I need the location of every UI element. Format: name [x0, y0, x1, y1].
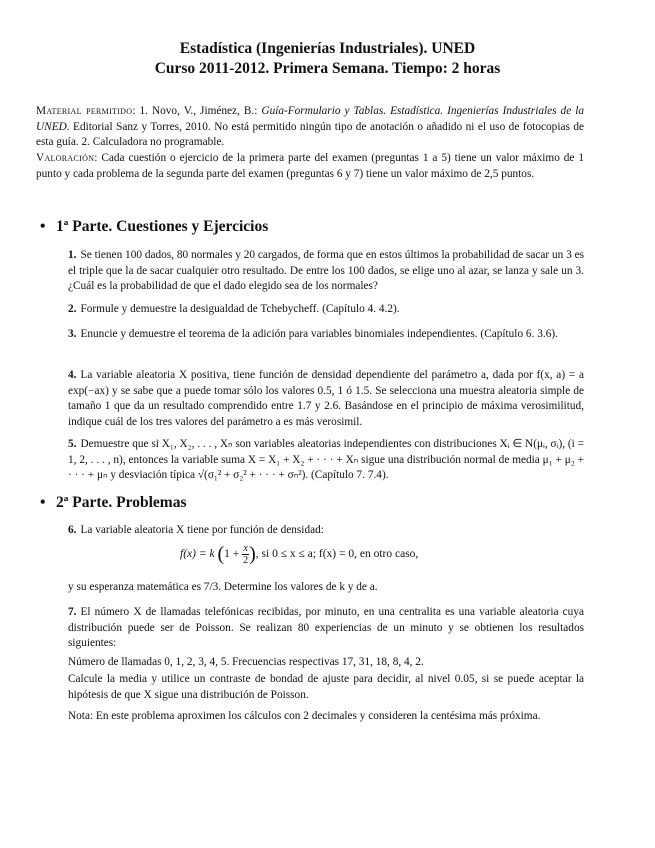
- bullet-icon: •: [40, 218, 46, 235]
- question-6-after: y su esperanza matemática es 7/3. Determine los valores de k y de a.: [68, 581, 378, 593]
- question-4: 4. La variable aleatoria X positiva, tiene función de densidad dependiente del parámetro a, dada por f(x, a) = a exp(−ax) y se sabe que a puede tomar sólo los valores 0.5, 1 ó 1.5. Se selecciona una muestra aleatoria simple de tamaño 1 que da un resultado comprendido entre 1.7 y 2.6. Basándose en el principio de máxima verosimilitud, indique cuál de los tres valores del parámetro a es más verosimil.: [68, 369, 584, 429]
- question-5: 5. Demuestre que si X₁, X₂, . . . , Xₙ son variables aleatorias independientes con distribuciones Xᵢ ∈ N(μᵢ, σᵢ), (i = 1, 2, . . . , n), entonces la variable suma X = X₁ + X₂ + · · · + Xₙ sigue una distribución normal de media μ₁ + μ₂ + · · · + μₙ y desviación típica √(σ₁² + σ₂² + · · · + σₙ²). (Capítulo 7. 7.4).: [68, 438, 584, 482]
- material-text-b: . Editorial Sanz y Torres, 2010. No está permitido ningún tipo de anotación o añadido ni el uso de fotocopias de esta guía. 2. Calculadora no programable.: [36, 120, 584, 149]
- exam-subtitle: Curso 2011-2012. Primera Semana. Tiempo: 2 horas: [154, 60, 501, 77]
- density-formula: f(x) = k (1 + $\frac{x}{2}$ ), si 0 ≤ x ≤ a; f(x) = 0, en otro caso,: [180, 543, 419, 566]
- part2-heading: • 2ª Parte. Problemas: [40, 494, 187, 511]
- bullet-icon: •: [40, 494, 46, 511]
- material-book: Guía-Formulario y Tablas. Estadística. Ingenierías Industriales de la UNED: [36, 105, 585, 133]
- valoracion-text: : Cada cuestión o ejercicio de la primera parte del examen (preguntas 1 a 5) tiene un valor máximo de 1 punto y cada problema de la segunda parte del examen (preguntas 6 y 7) tiene un valor máximo de 2,5 puntos.: [36, 152, 584, 180]
- question-7: 7. El número X de llamadas telefónicas recibidas, por minuto, en una centralita es una variable aleatoria cuya distribución puede ser de Poisson. Se realizan 80 experiencias de un minuto y se obtienen los resultados siguientes:: [68, 606, 584, 650]
- exam-title: Estadística (Ingenierías Industriales). UNED: [179, 40, 476, 57]
- question-1: 1. Se tienen 100 dados, 80 normales y 20 cargados, de forma que en estos últimos la probabilidad de sacar un 3 es el triple que la de sacar cualquier otro resultado. De entre los 100 dados, se elige uno al azar, se lanza y sale un 3. ¿Cuál es la probabilidad de que el dado elegido sea de los normales?: [68, 249, 584, 293]
- question-7-note: Nota: En este problema aproximen los cálculos con 2 decimales y consideren la centésima más próxima.: [68, 710, 541, 722]
- question-6: 6. La variable aleatoria X tiene por función de densidad:: [68, 524, 324, 536]
- part1-heading: • 1ª Parte. Cuestiones y Ejercicios: [40, 218, 269, 235]
- material-label: Material permitido: [36, 105, 133, 117]
- question-2: 2. Formule y demuestre la desigualdad de Tchebycheff. (Capítulo 4. 4.2).: [68, 303, 400, 315]
- valoracion-label: Valoración: [36, 152, 95, 165]
- question-3: 3. Enuncie y demuestre el teorema de la adición para variables binomiales independientes. (Capítulo 6. 3.6).: [68, 328, 558, 340]
- fraction: $\frac{x}{2}$: [243, 543, 249, 566]
- question-7-task: Calcule la media y utilice un contraste de bondad de ajuste para decidir, al nivel 0.05, si se puede aceptar la hipótesis de que X sigue una distribución de Poisson.: [68, 673, 584, 701]
- material-text-a: : 1. Novo, V., Jiménez, B.:: [132, 105, 262, 117]
- question-7-data: Número de llamadas 0, 1, 2, 3, 4, 5. Frecuencias respectivas 17, 31, 18, 8, 4, 2.: [68, 656, 424, 668]
- instructions: [36, 104, 584, 183]
